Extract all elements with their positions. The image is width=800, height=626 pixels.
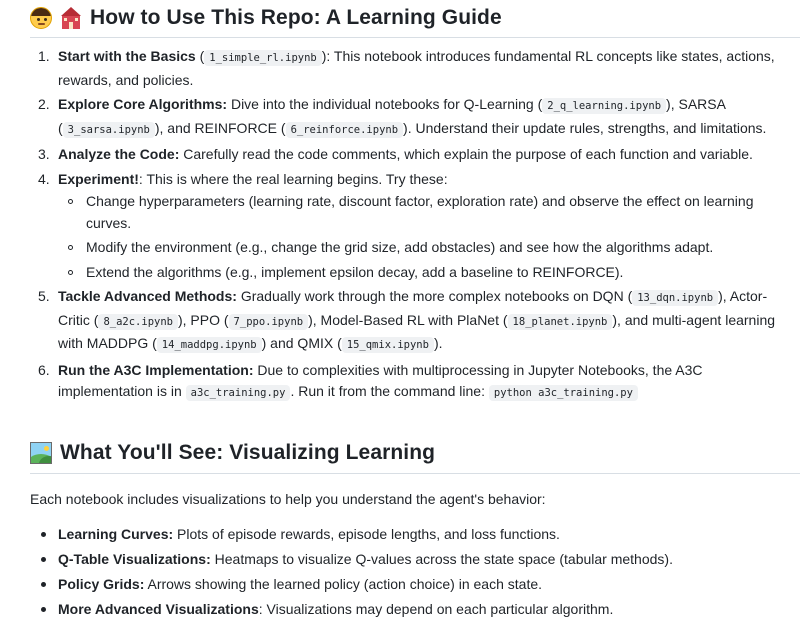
heading-divider xyxy=(30,37,800,38)
list-item: Policy Grids: Arrows showing the learned policy (action choice) in each state. xyxy=(30,574,770,595)
code-snippet: python a3c_training.py xyxy=(489,385,638,401)
heading-text: What You'll See: Visualizing Learning xyxy=(60,441,436,464)
sub-list-item: Change hyperparameters (learning rate, discount factor, exploration rate) and observe the effect on learning curves. xyxy=(58,191,778,234)
code-snippet: 1_simple_rl.ipynb xyxy=(204,50,321,66)
heading-divider xyxy=(30,473,800,474)
code-snippet: 15_qmix.ipynb xyxy=(342,337,434,353)
bullet-icon xyxy=(41,607,46,612)
heading-text: How to Use This Repo: A Learning Guide xyxy=(90,6,502,29)
code-snippet: 3_sarsa.ipynb xyxy=(63,122,155,138)
list-item: 6. Run the A3C Implementation: Due to complexities with multiprocessing in Jupyter Notebooks, the A3C implementation is in a3c_training.py . Run it from the command line: python a3c_training.py xyxy=(38,361,703,399)
code-snippet: 18_planet.ipynb xyxy=(508,314,613,330)
code-snippet: 6_reinforce.ipynb xyxy=(286,122,403,138)
list-item: Q-Table Visualizations: Heatmaps to visualize Q-values across the state space (tabular methods). xyxy=(30,549,770,570)
student-emoji-icon xyxy=(30,7,52,29)
list-item: 4. Experiment!: This is where the real learning begins. Try these: Change hyperparameters (learning rate, discount factor, exploration rate) and observe the effect on learning curves. Modify the environment (e.g., change the grid size, add obstacles) and see how the algorithms adapt. Extend the algorithms (e.g., implement epsilon decay, add a baseline to REINFORCE). xyxy=(38,169,778,284)
list-item: 5. Tackle Advanced Methods: Gradually work through the more complex notebooks on DQN ( 13_dqn.ipynb ), Actor-Critic ( 8_a2c.ipynb ), PPO ( 7_ppo.ipynb ), Model-Based RL with PlaNet ( 18_planet.ipynb ), and multi-agent learning with MADDPG ( 14_maddpg.ipynb ) and QMIX ( 15_qmix.ipynb ). xyxy=(38,288,776,351)
code-snippet: a3c_training.py xyxy=(186,385,291,401)
bullet-icon xyxy=(41,582,46,587)
code-snippet: 7_ppo.ipynb xyxy=(229,314,309,330)
circle-bullet-icon xyxy=(68,199,73,204)
bullet-icon xyxy=(41,532,46,537)
heading-visualizing-learning xyxy=(30,441,435,465)
steps-list xyxy=(38,46,778,408)
heading-learning-guide xyxy=(30,6,502,30)
sub-list xyxy=(58,191,778,283)
code-snippet: 2_q_learning.ipynb xyxy=(542,98,666,114)
sub-list-item: Modify the environment (e.g., change the grid size, add obstacles) and see how the algorithms adapt. xyxy=(58,237,778,259)
list-item: 1. Start with the Basics ( 1_simple_rl.ipynb ): This notebook introduces fundamental RL concepts like states, actions, rewards, and policies. xyxy=(38,48,775,88)
sub-list-item: Extend the algorithms (e.g., implement epsilon decay, add a baseline to REINFORCE). xyxy=(58,262,778,284)
framed-picture-emoji-icon xyxy=(30,442,52,464)
code-snippet: 13_dqn.ipynb xyxy=(632,290,718,306)
list-item: 2. Explore Core Algorithms: Dive into the individual notebooks for Q-Learning ( 2_q_learning.ipynb ), SARSA ( 3_sarsa.ipynb ), and REINFORCE ( 6_reinforce.ipynb ). Understand their update rules, strengths, and limitations. xyxy=(38,96,767,136)
circle-bullet-icon xyxy=(68,245,73,250)
visualizations-list xyxy=(30,524,770,624)
list-item: Learning Curves: Plots of episode rewards, episode lengths, and loss functions. xyxy=(30,524,770,545)
circle-bullet-icon xyxy=(68,270,73,275)
list-item: 3. Analyze the Code: Carefully read the code comments, which explain the purpose of each function and variable. xyxy=(38,146,753,162)
bullet-icon xyxy=(41,557,46,562)
code-snippet: 14_maddpg.ipynb xyxy=(157,337,262,353)
school-emoji-icon xyxy=(60,7,82,29)
list-item: More Advanced Visualizations: Visualizations may depend on each particular algorithm. xyxy=(30,599,770,620)
code-snippet: 8_a2c.ipynb xyxy=(98,314,178,330)
intro-paragraph: Each notebook includes visualizations to help you understand the agent's behavior: xyxy=(30,491,546,507)
